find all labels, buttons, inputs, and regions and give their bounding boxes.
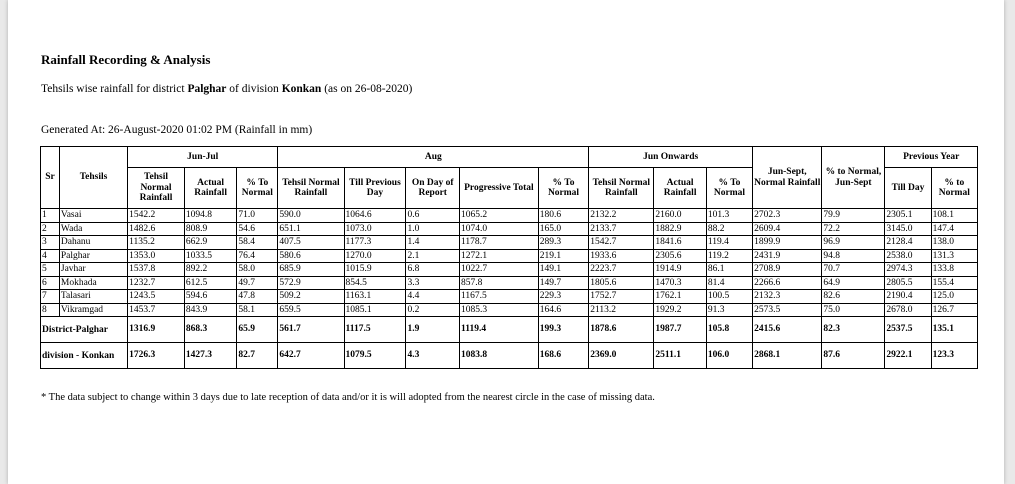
table-cell: 2974.3 [885,263,931,277]
table-cell: 106.0 [706,343,752,369]
header-jun-onwards: Jun Onwards [589,147,753,168]
subheader-jj-actual: Actual Rainfall [184,168,237,209]
table-cell: 149.1 [538,263,588,277]
table-cell: 2415.6 [753,317,822,343]
generated-at: Generated At: 26-August-2020 01:02 PM (Rainfall in mm) [41,124,313,136]
subheader-jo-actual: Actual Rainfall [654,168,707,209]
table-cell: 4.4 [406,290,460,304]
table-cell: 123.3 [931,343,977,369]
table-cell: 2431.9 [753,249,822,263]
table-cell: 2369.0 [589,343,654,369]
table-cell: 2305.6 [654,249,707,263]
subheader-py-pct: % to Normal [931,168,977,209]
subtitle-suffix: (as on 26-08-2020) [321,83,413,95]
table-cell: 149.7 [538,276,588,290]
table-cell: 2538.0 [885,249,931,263]
table-row [41,263,978,277]
table-cell: 1119.4 [460,317,539,343]
table-cell: 1752.7 [589,290,654,304]
table-cell: 2702.3 [753,209,822,223]
table-cell: 1933.6 [589,249,654,263]
table-cell: 100.5 [706,290,752,304]
subtitle-prefix: Tehsils wise rainfall for district [41,83,188,95]
table-row [41,209,978,223]
table-cell: 651.1 [278,222,344,236]
table-cell: 1453.7 [128,303,185,317]
report-subtitle [41,83,412,95]
table-cell: 65.9 [237,317,278,343]
table-cell: 164.6 [538,303,588,317]
table-cell: 2678.0 [885,303,931,317]
table-cell: 82.3 [822,317,885,343]
table-cell: 2537.5 [885,317,931,343]
cell-sr: 5 [41,263,60,277]
table-cell: 2511.1 [654,343,707,369]
cell-sr: 4 [41,249,60,263]
total-row [41,317,978,343]
table-cell: 131.3 [931,249,977,263]
table-cell: 662.9 [184,236,237,250]
table-cell: 1542.7 [589,236,654,250]
table-cell: 125.0 [931,290,977,304]
table-cell: 6.8 [406,263,460,277]
cell-total-name: District-Palghar [41,317,128,343]
table-cell: 1065.2 [460,209,539,223]
table-cell: 1094.8 [184,209,237,223]
table-cell: 1079.5 [344,343,406,369]
table-cell: 1177.3 [344,236,406,250]
table-cell: 1427.3 [184,343,237,369]
table-cell: 590.0 [278,209,344,223]
table-cell: 1841.6 [654,236,707,250]
table-cell: 1914.9 [654,263,707,277]
table-cell: 1899.9 [753,236,822,250]
table-cell: 1015.9 [344,263,406,277]
table-cell: 199.3 [538,317,588,343]
table-cell: 2708.9 [753,263,822,277]
subheader-jo-pct: % To Normal [706,168,752,209]
table-cell: 1.0 [406,222,460,236]
table-row [41,290,978,304]
table-cell: 119.4 [706,236,752,250]
subheader-aug-pct: % To Normal [538,168,588,209]
cell-tehsil-name: Talasari [59,290,127,304]
table-cell: 72.2 [822,222,885,236]
table-cell: 1353.0 [128,249,185,263]
table-cell: 1272.1 [460,249,539,263]
table-cell: 2133.7 [589,222,654,236]
cell-sr: 3 [41,236,60,250]
table-cell: 407.5 [278,236,344,250]
table-cell: 1482.6 [128,222,185,236]
table-cell: 854.5 [344,276,406,290]
table-cell: 91.3 [706,303,752,317]
table-cell: 101.3 [706,209,752,223]
table-cell: 54.6 [237,222,278,236]
table-cell: 1542.2 [128,209,185,223]
table-cell: 71.0 [237,209,278,223]
subheader-aug-on-day: On Day of Report [406,168,460,209]
table-cell: 1033.5 [184,249,237,263]
table-cell: 3145.0 [885,222,931,236]
table-cell: 219.1 [538,249,588,263]
header-sr: Sr [41,147,60,209]
table-cell: 572.9 [278,276,344,290]
subheader-aug-normal: Tehsil Normal Rainfall [278,168,344,209]
table-cell: 685.9 [278,263,344,277]
subheader-jj-pct: % To Normal [237,168,278,209]
table-cell: 70.7 [822,263,885,277]
table-cell: 2266.6 [753,276,822,290]
table-cell: 2190.4 [885,290,931,304]
table-cell: 580.6 [278,249,344,263]
table-cell: 2305.1 [885,209,931,223]
table-cell: 133.8 [931,263,977,277]
table-cell: 147.4 [931,222,977,236]
table-cell: 94.8 [822,249,885,263]
cell-sr: 6 [41,276,60,290]
table-cell: 509.2 [278,290,344,304]
table-cell: 82.7 [237,343,278,369]
total-row [41,343,978,369]
table-cell: 1117.5 [344,317,406,343]
subheader-jj-normal: Tehsil Normal Rainfall [128,168,185,209]
cell-tehsil-name: Dahanu [59,236,127,250]
table-cell: 1.4 [406,236,460,250]
table-cell: 1.9 [406,317,460,343]
subheader-jo-normal: Tehsil Normal Rainfall [589,168,654,209]
table-cell: 1167.5 [460,290,539,304]
header-aug: Aug [278,147,589,168]
table-cell: 1064.6 [344,209,406,223]
table-cell: 1726.3 [128,343,185,369]
subheader-aug-till-prev: Till Previous Day [344,168,406,209]
header-jun-jul: Jun-Jul [128,147,278,168]
table-cell: 79.9 [822,209,885,223]
table-cell: 165.0 [538,222,588,236]
table-cell: 2573.5 [753,303,822,317]
table-cell: 857.8 [460,276,539,290]
page-title: Rainfall Recording & Analysis [41,52,211,67]
subheader-aug-progressive: Progressive Total [460,168,539,209]
table-cell: 2132.3 [753,290,822,304]
table-cell: 2128.4 [885,236,931,250]
table-cell: 1085.3 [460,303,539,317]
table-cell: 81.4 [706,276,752,290]
cell-tehsil-name: Wada [59,222,127,236]
cell-sr: 7 [41,290,60,304]
table-cell: 2.1 [406,249,460,263]
table-cell: 1022.7 [460,263,539,277]
table-row [41,222,978,236]
table-cell: 47.8 [237,290,278,304]
table-cell: 868.3 [184,317,237,343]
table-cell: 2922.1 [885,343,931,369]
table-cell: 155.4 [931,276,977,290]
table-cell: 64.9 [822,276,885,290]
table-cell: 1085.1 [344,303,406,317]
table-cell: 2805.5 [885,276,931,290]
table-cell: 82.6 [822,290,885,304]
table-cell: 108.1 [931,209,977,223]
table-cell: 0.2 [406,303,460,317]
table-cell: 808.9 [184,222,237,236]
table-cell: 58.4 [237,236,278,250]
subtitle-division: Konkan [281,83,322,95]
table-cell: 3.3 [406,276,460,290]
table-cell: 126.7 [931,303,977,317]
table-row [41,276,978,290]
table-cell: 1929.2 [654,303,707,317]
table-cell: 58.0 [237,263,278,277]
header-previous-year: Previous Year [885,147,978,168]
table-cell: 86.1 [706,263,752,277]
table-cell: 1762.1 [654,290,707,304]
table-cell: 1163.1 [344,290,406,304]
table-cell: 180.6 [538,209,588,223]
cell-sr: 2 [41,222,60,236]
cell-sr: 1 [41,209,60,223]
table-row [41,303,978,317]
table-cell: 4.3 [406,343,460,369]
table-cell: 289.3 [538,236,588,250]
table-cell: 1316.9 [128,317,185,343]
table-cell: 1083.8 [460,343,539,369]
table-cell: 119.2 [706,249,752,263]
cell-sr: 8 [41,303,60,317]
footnote: * The data subject to change within 3 days due to late reception of data and/or it is will adopted from the nearest circle in the case of missing data. [41,392,655,403]
header-pct-normal-jun-sept: % to Normal, Jun-Sept [822,147,885,209]
table-cell: 561.7 [278,317,344,343]
table-cell: 88.2 [706,222,752,236]
cell-tehsil-name: Mokhada [59,276,127,290]
table-cell: 2609.4 [753,222,822,236]
table-cell: 1537.8 [128,263,185,277]
table-cell: 1073.0 [344,222,406,236]
table-cell: 843.9 [184,303,237,317]
rainfall-table [40,146,978,369]
table-cell: 49.7 [237,276,278,290]
table-cell: 58.1 [237,303,278,317]
table-cell: 2868.1 [753,343,822,369]
cell-tehsil-name: Palghar [59,249,127,263]
report-page [8,0,1004,484]
table-cell: 594.6 [184,290,237,304]
table-cell: 105.8 [706,317,752,343]
table-cell: 1232.7 [128,276,185,290]
table-cell: 1270.0 [344,249,406,263]
table-cell: 138.0 [931,236,977,250]
table-cell: 87.6 [822,343,885,369]
table-cell: 229.3 [538,290,588,304]
table-cell: 892.2 [184,263,237,277]
table-cell: 612.5 [184,276,237,290]
table-row [41,249,978,263]
table-cell: 1470.3 [654,276,707,290]
header-tehsils: Tehsils [59,147,127,209]
table-cell: 659.5 [278,303,344,317]
table-cell: 2113.2 [589,303,654,317]
table-cell: 1074.0 [460,222,539,236]
table-cell: 642.7 [278,343,344,369]
table-cell: 1987.7 [654,317,707,343]
cell-tehsil-name: Vasai [59,209,127,223]
table-cell: 2160.0 [654,209,707,223]
table-cell: 1178.7 [460,236,539,250]
table-cell: 2223.7 [589,263,654,277]
table-cell: 75.0 [822,303,885,317]
table-row [41,236,978,250]
table-cell: 1878.6 [589,317,654,343]
table-cell: 135.1 [931,317,977,343]
cell-tehsil-name: Vikramgad [59,303,127,317]
subheader-py-till-day: Till Day [885,168,931,209]
cell-tehsil-name: Javhar [59,263,127,277]
cell-total-name: division - Konkan [41,343,128,369]
header-jun-sept-normal: Jun-Sept, Normal Rainfall [753,147,822,209]
subtitle-district: Palghar [187,83,227,95]
table-cell: 1243.5 [128,290,185,304]
table-cell: 96.9 [822,236,885,250]
subtitle-mid: of division [226,83,282,95]
table-cell: 168.6 [538,343,588,369]
table-cell: 76.4 [237,249,278,263]
table-cell: 1805.6 [589,276,654,290]
table-cell: 0.6 [406,209,460,223]
table-cell: 1135.2 [128,236,185,250]
table-cell: 2132.2 [589,209,654,223]
table-body [41,209,978,369]
table-cell: 1882.9 [654,222,707,236]
